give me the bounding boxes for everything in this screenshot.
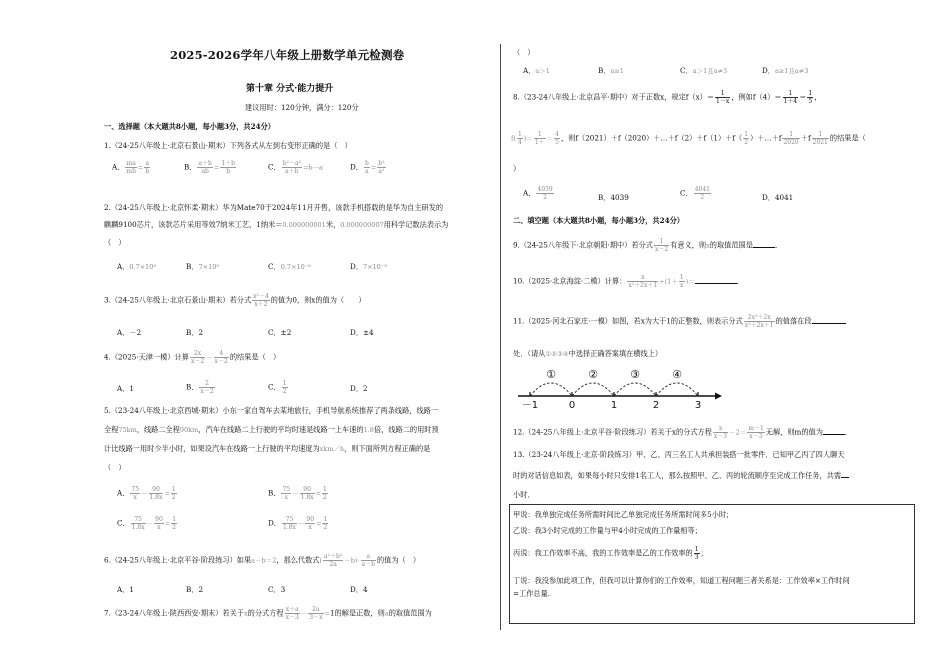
question-8-option-a: A． $\frac{4039}{2}$ — [523, 186, 553, 201]
question-5-line-4: （ ） — [104, 463, 126, 472]
question-12: 12.（24-25八年级上·北京平谷·阶段练习）若关于x的分式方程 $\frac{x}{x-3}$ －2＝ $\frac{m-1}{x-3}$ 无解，则m的值为 ． — [513, 425, 853, 440]
question-5-line-3: 计比线路一用时少半小时，如果设汽车在线路一上行驶的平均速度为xkm／h，则下面所列方程正确的是 — [104, 444, 431, 453]
question-2-option-b: B．7×10⁸ — [186, 262, 219, 271]
table-row-jia: 甲说：我单独完成任务所需时间比乙单独完成任务所需时间多5小时； — [513, 510, 734, 519]
question-6-option-b: B．2 — [186, 585, 204, 594]
tick-label: －1 — [521, 400, 539, 411]
question-2-line-2: 麒麟9100芯片，该款芯片采用等效7纳米工艺，1纳米＝0.000000001米，0.000000007用科学记数法表示为 — [104, 220, 449, 229]
segment-label: ③ — [630, 368, 640, 381]
question-7-option-b: B．a≥1 — [598, 66, 624, 75]
question-7-stem: 7.（23-24八年级上·陕西西安·期末）若关于x的分式方程 $\frac{x+a}{x-3}$ － $\frac{2a}{3-x}$ =1的解是正数，则a的取值范围为 — [104, 606, 432, 621]
segment-label: ① — [546, 368, 556, 381]
question-8-option-c: C． $\frac{4041}{2}$ — [680, 186, 710, 201]
question-8-line-1: 8.（23-24八年级上·北京昌平·期中）对于正数x，规定f（x）＝ $\frac{1}{1-x}$ ，例如f（4）＝ $\frac{1}{1+4}$ ＝ $\frac{1}{5}$ ， — [513, 90, 822, 105]
tick-label: 3 — [694, 400, 702, 411]
question-4-option-d: D．2 — [350, 384, 368, 393]
segment-arc — [572, 383, 614, 396]
question-13-line-3: 小时． — [513, 490, 535, 499]
question-2-line-1: 2.（24-25八年级上·北京怀柔·期末）华为Mate70于2024年11月开售，该款手机搭载的是华为自主研发的 — [104, 203, 444, 212]
segment-arc — [530, 383, 572, 396]
section-heading-choice: 一、选择题（本大题共8小题，每小题3分，共24分） — [104, 122, 275, 131]
segment-arc — [614, 383, 656, 396]
question-4-option-c: C． $\frac{1}{2}$ — [268, 380, 287, 395]
table-row-bing: 丙说：我工作效率不高，我的工作效率是乙的工作效率的 $\frac{1}{3}$ ； — [513, 546, 708, 561]
question-7-option-a: A．a＞1 — [523, 66, 550, 75]
question-3-stem: 3.（24-25八年级上·北京石景山·期末）若分式 $\frac{\text{x²－4}}{x+2}$ 的值为0，则x的值为（ ） — [104, 293, 366, 308]
section-heading-fill: 二、填空题（本大题共8小题，每小题3分，共24分） — [513, 216, 684, 225]
question-1-option-d: D． $\frac{b}{a}$ = $\frac{\text{b²}}{\text{a²}}$ — [350, 160, 385, 175]
tick-label: 2 — [652, 400, 660, 411]
question-1-option-b: B． $\frac{a+b}{ab}$ = $\frac{1+b}{b}$ — [184, 160, 236, 175]
question-2-option-d: D．7×10⁻⁹ — [350, 262, 387, 271]
tick-label: 0 — [568, 400, 576, 411]
question-5-option-c: C． $\frac{75}{1.8x}$ － $\frac{90}{x}$ = $\frac{1}{2}$ — [117, 516, 177, 531]
question-2-option-c: C．0.7×10⁻⁸ — [268, 262, 311, 271]
question-3-option-a: A．－2 — [117, 328, 142, 337]
question-4-option-b: B． $\frac{2}{x-2}$ — [186, 380, 214, 395]
question-7-option-d: D．a≥1且a≠3 — [762, 66, 809, 75]
question-8-option-b: B．4039 — [598, 193, 629, 202]
question-5-option-b: B． $\frac{75}{x}$ － $\frac{90}{1.8x}$ = $\frac{1}{2}$ — [268, 486, 327, 501]
question-13-line-2: 时的对话信息如表，如果每小时只安排1名工人，那么按照甲、乙、丙的轮流顺序至完成工作任务，共需 — [513, 470, 849, 481]
question-1-option-a: A． $\frac{ma}{mb}$ = $\frac{a}{b}$ — [112, 160, 150, 175]
question-3-option-d: D．±4 — [350, 328, 374, 337]
table-row-ding-2: =工作总量. — [513, 589, 551, 598]
question-4-stem: 4.（2025·天津一模）计算 $\frac{2x}{x-2}$ － $\frac{4}{x-2}$ 的结果是（ ） — [104, 350, 281, 365]
question-8-line-2: f( $\frac{1}{4}$ )＝ $\frac{1}{1+}$ ＝ $\frac{4}{5}$ ，则f（2021）＋f（2020）＋…＋f（2）＋f（1）＋f（ $\frac{1}{2}$ ）＋…＋f $\frac{1}{2020}$ ＋f $\frac{1}{2021}$ 的结果是（ — [511, 131, 866, 146]
answer-blank-11[interactable] — [812, 316, 846, 324]
table-row-yi: 乙说：我3小时完成的工作量与甲4小时完成的工作量相等； — [513, 526, 702, 535]
answer-blank-9[interactable] — [753, 240, 775, 248]
question-8-line-3: ） — [513, 164, 521, 173]
question-1-stem: 1.（24-25八年级上·北京石景山·期末）下列各式从左到右变形正确的是（ ） — [104, 141, 352, 150]
question-8-option-d: D．4041 — [762, 193, 794, 202]
question-6-option-d: D．4 — [350, 585, 368, 594]
question-6-stem: 6.（24-25八年级上·北京平谷·阶段练习）如果a－b＝2，那么代数式( $\frac{\text{a²＋b²}}{2a}$ －b)· $\frac{a}{a-b}$ 的值为（ ） — [104, 553, 421, 568]
question-13-line-1: 13.（23-24八年级上·北京·阶段练习）甲、乙、丙三名工人共承担装搭一批零件．已知甲乙丙了四人聊天 — [513, 450, 845, 459]
question-10: 10.（2025·北京海淀·二模）计算： $\frac{x}{\text{x²＋2x＋1}}$ ÷(1＋ $\frac{1}{x}$ )＝ ． — [513, 274, 744, 289]
time-info: 建议用时：120分钟，满分：120分 — [245, 103, 359, 112]
segment-arc — [656, 383, 698, 396]
question-3-option-b: B．2 — [186, 328, 204, 337]
answer-blank-13[interactable] — [841, 470, 849, 478]
table-row-ding-1: 丁说：我没参加此项工作，但我可以计算你们的工作效率，知道工程问题三者关系是：工作效率×工作时间 — [513, 576, 850, 585]
question-11-line-2: 处．（请从①②③④中选择正确答案填在横线上） — [513, 349, 663, 358]
column-divider — [500, 44, 501, 630]
answer-blank-10[interactable] — [695, 276, 737, 284]
question-5-option-d: D． $\frac{75}{1.8x}$ － $\frac{90}{x}$ = $\frac{1}{2}$ — [268, 516, 328, 531]
question-4-option-a: A．1 — [117, 384, 134, 393]
question-5-option-a: A． $\frac{75}{x}$ － $\frac{90}{1.8x}$ = $\frac{1}{2}$ — [117, 486, 176, 501]
question-2-line-3: （ ） — [104, 238, 126, 247]
tick-label: 1 — [610, 400, 618, 411]
question-7-paren: （ ） — [513, 48, 535, 57]
question-1-option-c: C． $\frac{\text{b²－a²}}{a+b}$ =b－a — [268, 160, 323, 175]
segment-label: ④ — [672, 368, 682, 381]
number-line-figure — [510, 362, 730, 414]
question-5-line-2: 全程75km，线路二全程90km，汽车在线路二上行驶的平均时速是线路一上车速的1.8倍，线路二的用时预 — [104, 425, 439, 434]
answer-blank-12[interactable] — [823, 427, 845, 435]
question-11-line-1: 11.（2025·河北石家庄·一模）如图，若x为大于1的正整数，则表示分式 $\frac{\text{2x²＋2x}}{\text{x²＋2x＋1}}$ 的值落在段 — [513, 314, 846, 329]
question-9: 9.（24-25八年级下·北京朝阳·期中）若分式 $\frac{1}{x-2}$ 有意义，则x的取值范围是 ． — [513, 238, 783, 253]
question-6-option-a: A．1 — [117, 585, 134, 594]
question-5-line-1: 5.（23-24八年级上·北京西城·期末）小东一家自驾车去某地旅行，手机导航系统推荐了两条线路，线路一 — [104, 406, 439, 415]
chapter-title: 第十章 分式·能力提升 — [246, 84, 334, 94]
arrow-right-icon — [715, 393, 722, 400]
question-3-option-c: C．±2 — [268, 328, 292, 337]
question-6-option-c: C．3 — [268, 585, 286, 594]
question-7-option-c: C．a＞1且a≠3 — [680, 66, 728, 75]
question-2-option-a: A．0.7×10⁸ — [117, 262, 157, 271]
dialogue-table — [509, 504, 915, 624]
page-title: 2025-2026学年八年级上册数学单元检测卷 — [170, 48, 405, 62]
segment-label: ② — [588, 368, 598, 381]
